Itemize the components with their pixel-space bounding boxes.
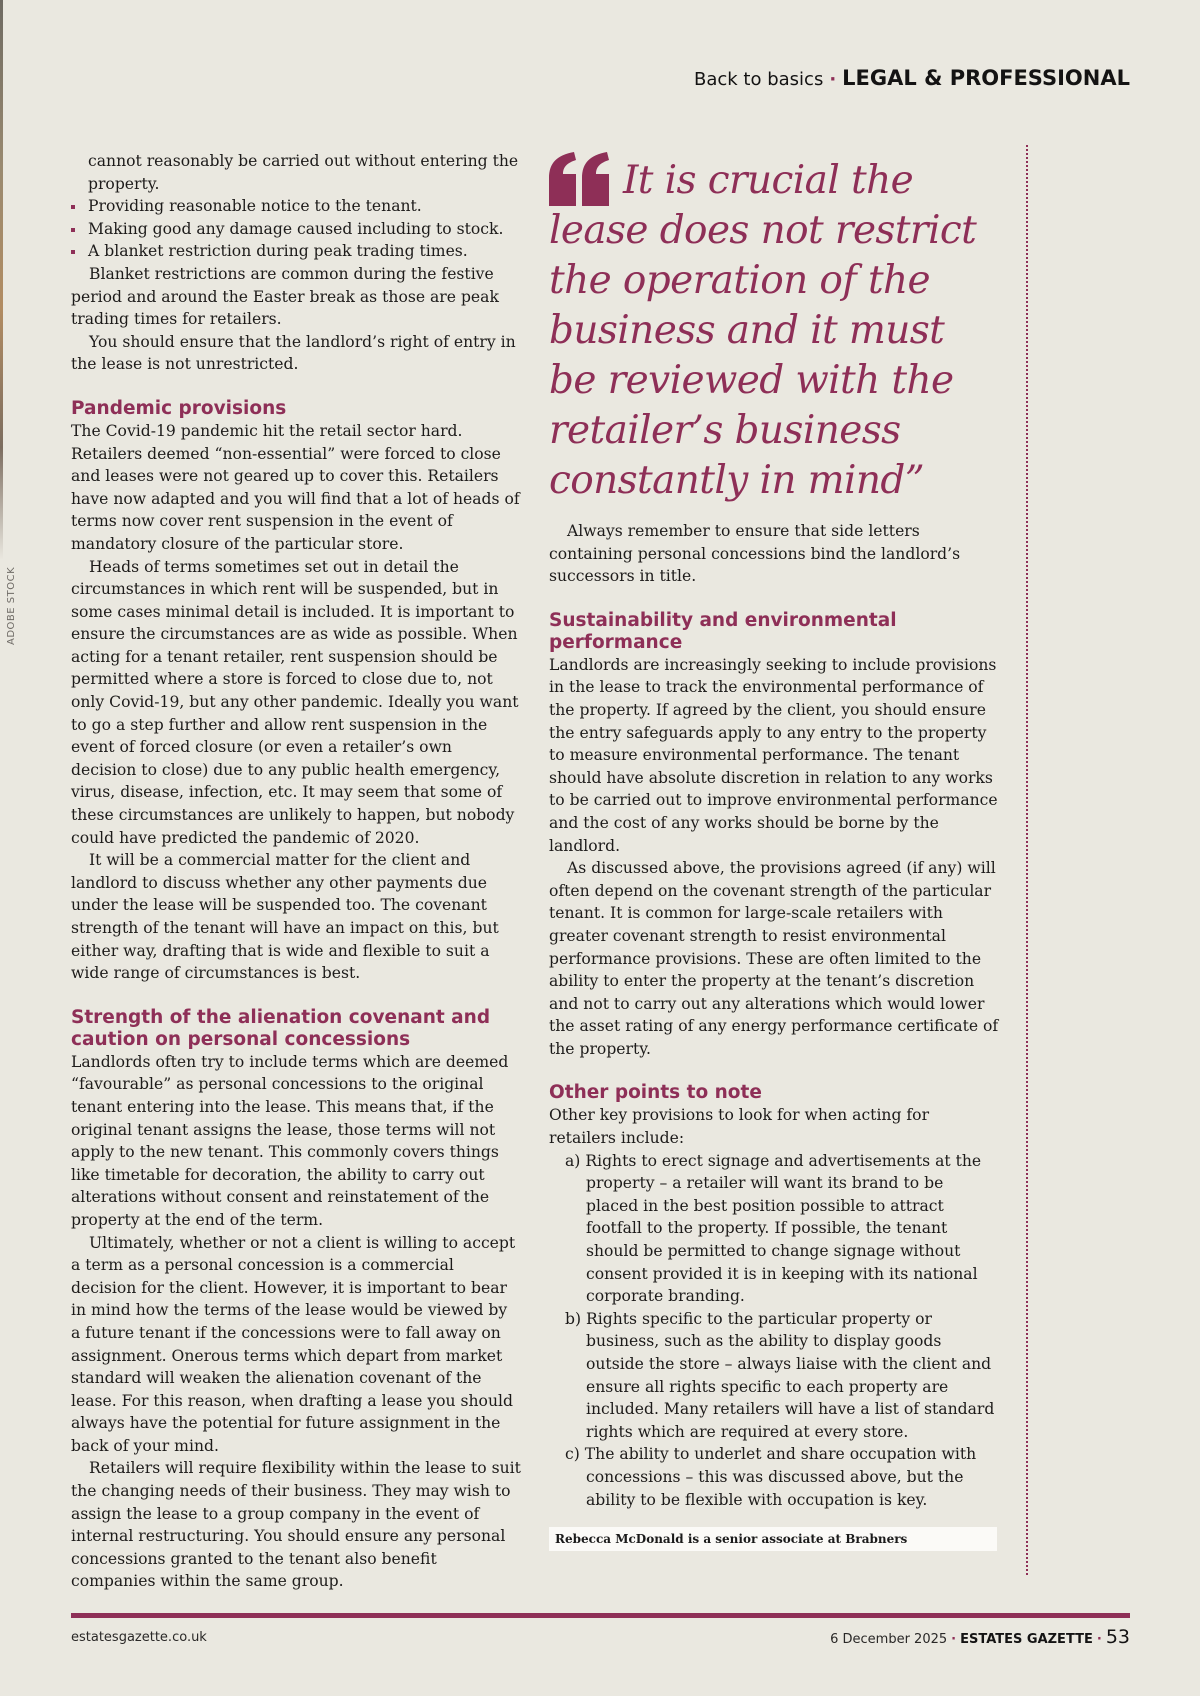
pull-quote [549,150,999,520]
section-heading-alienation: Strength of the alienation covenant and caution on personal concessions [71,1006,491,1050]
intro-continuation: cannot reasonably be carried out without entering the property. [88,152,519,193]
paragraph: Retailers will require flexibility within the lease to suit the changing needs of their business. They may wish to assign the lease to a group company in the event of internal restructuring. You should ensure any personal concessions granted to the tenant also benefit companies within the same group. [71,1459,521,1591]
page-header [694,66,1130,90]
key-provisions-list [549,1150,999,1512]
footer-website: estatesgazette.co.uk [71,1630,207,1645]
paragraph: Heads of terms sometimes set out in detail the circumstances in which rent will be suspended, but in some cases minimal detail is included. It is important to ensure the circumstances are as wide as possible. When acting for a tenant retailer, rent suspension should be permitted where a store is forced to close due to, not only Covid-19, but any other pandemic. Ideally you want to go a step further and allow rent suspension in the event of forced closure (or even a retailer’s own decision to close) due to any public health emergency, virus, disease, infection, etc. It may seem that some of these circumstances are unlikely to happen, but nobody could have predicted the pandemic of 2020. [71,557,519,847]
footer-folio [830,1626,1130,1648]
photo-edge-strip [0,0,3,560]
list-item: A blanket restriction during peak trading times. [71,240,521,263]
section-title: LEGAL & PROFESSIONAL [842,66,1130,90]
paragraph: As discussed above, the provisions agreed (if any) will often depend on the covenant strength of the particular tenant. It is common for large-scale retailers with greater covenant strength to resist environmental performance provisions. These are often limited to the ability to enter the property at the tenant’s discretion and not to carry out any alterations which would lower the asset rating of any energy performance certificate of the property. [549,859,999,1058]
list-item: Making good any damage caused including to stock. [71,218,521,241]
section-heading-sustainability: Sustainability and environmental performance [549,609,897,653]
quote-mark-icon [549,152,611,206]
publication-name: ESTATES GAZETTE [960,1632,1093,1647]
list-item: c) The ability to underlet and share occupation with concessions – this was discussed above, but the ability to be flexible with occupation is key. [565,1445,977,1509]
image-credit: ADOBE STOCK [6,566,17,645]
pull-quote-text: It is crucial the lease does not restrict the operation of the business and it must be reviewed with the retailer’s business constantly in mind” [549,158,977,503]
section-heading-pandemic: Pandemic provisions [71,397,287,419]
right-column [549,150,999,1551]
author-bio: Rebecca McDonald is a senior associate at Brabners [549,1527,997,1551]
paragraph: Ultimately, whether or not a client is willing to accept a term as a personal concession is a commercial decision for the client. However, it is important to bear in mind how the terms of the lease would be viewed by a future tenant if the concessions were to fall away on assignment. Onerous terms which depart from market standard will weaken the alienation covenant of the lease. For this reason, when drafting a lease you should always have the potential for future assignment in the back of your mind. [71,1233,516,1455]
paragraph: It will be a commercial matter for the client and landlord to discuss whether any other payments due under the lease will be suspended too. The covenant strength of the tenant will have an impact on this, but either way, drafting that is wide and flexible to suit a wide range of circumstances is best. [71,851,499,983]
entry-safeguards-list [71,195,521,263]
paragraph: The Covid-19 pandemic hit the retail sector hard. Retailers deemed “non-essential” were forced to close and leases were not geared up to cover this. Retailers have now adapted and you will find that a lot of heads of terms now cover rent suspension in the event of mandatory closure of the particular store. [71,421,520,553]
paragraph: Landlords are increasingly seeking to include provisions in the lease to track the environmental performance of the property. If agreed by the client, you should ensure the entry safeguards apply to any entry to the property to measure environmental performance. The tenant should have absolute discretion in relation to any works to be carried out to improve environmental performance and the cost of any works should be borne by the landlord. [549,655,998,855]
list-item: Providing reasonable notice to the tenant. [71,195,521,218]
paragraph: Blanket restrictions are common during the festive period and around the Easter break as those are peak trading times for retailers. [71,264,499,329]
section-heading-other-points: Other points to note [549,1082,762,1104]
header-separator: · [829,69,837,90]
footer-rule [71,1613,1130,1618]
issue-date: 6 December 2025 [830,1632,948,1647]
footer-separator: · [1096,1632,1102,1647]
footer-separator: · [951,1632,957,1647]
series-kicker: Back to basics [694,69,824,90]
list-item: b) Rights specific to the particular property or business, such as the ability to display goods outside the store – always liaise with the client and ensure all rights specific to each property are included. Many retailers will have a list of standard rights which are required at every store. [565,1309,995,1441]
paragraph: Always remember to ensure that side letters containing personal concessions bind the landlord’s successors in title. [549,522,961,586]
column-divider [1026,145,1028,1575]
paragraph: You should ensure that the landlord’s right of entry in the lease is not unrestricted. [71,332,516,374]
page-number: 53 [1105,1626,1130,1648]
list-item: a) Rights to erect signage and advertisements at the property – a retailer will want its brand to be placed in the best position possible to attract footfall to the property. If possible, the tenant should be permitted to change signage without consent provided it is in keeping with its national corporate branding. [565,1151,982,1306]
paragraph: Other key provisions to look for when acting for retailers include: [549,1106,930,1148]
left-column [71,150,521,1593]
paragraph: Landlords often try to include terms which are deemed “favourable” as personal concessions to the original tenant entering into the lease. This means that, if the original tenant assigns the lease, those terms will not apply to the new tenant. This commonly covers things like timetable for decoration, the ability to carry out alterations without consent and reinstatement of the property at the end of the term. [71,1052,509,1229]
